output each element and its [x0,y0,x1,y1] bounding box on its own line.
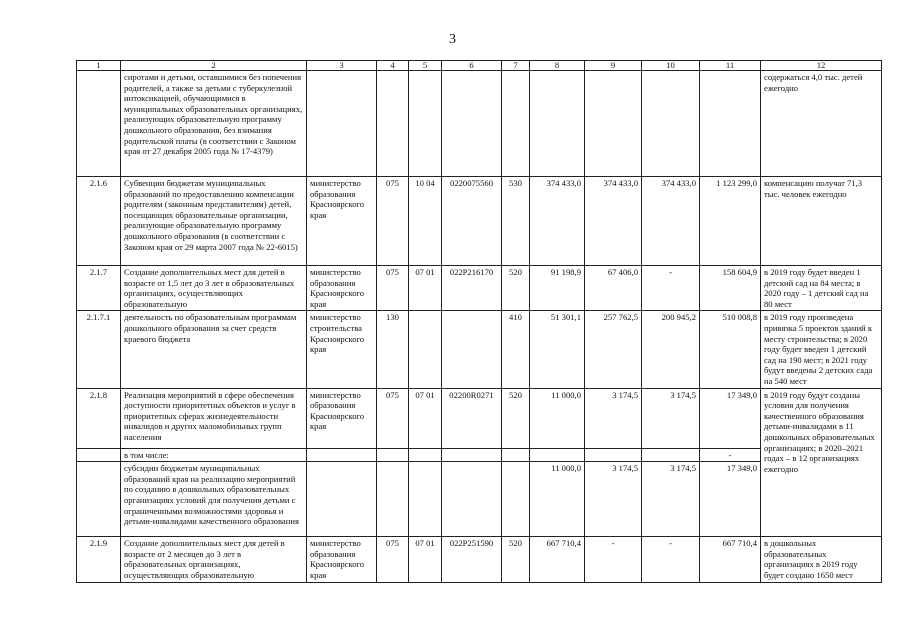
expected-result: содержаться 4,0 тыс. детей ежегодно [761,71,882,177]
row-number: 2.1.7 [77,266,121,311]
code-grbs: 075 [377,537,409,582]
amount-total: 510 008,8 [700,311,761,388]
amount-2020 [585,448,642,462]
ministry [307,448,377,462]
table-row [77,177,882,266]
amount-2019: 11 000,0 [530,388,585,448]
code-rzpr [409,311,442,388]
table-row [77,311,882,388]
amount-2019 [530,71,585,177]
amount-2021: 200 945,2 [642,311,700,388]
header-cell: 6 [442,61,502,71]
amount-total: 1 123 299,0 [700,177,761,266]
code-grbs: 075 [377,266,409,311]
code-csr [442,71,502,177]
amount-2021: 374 433,0 [642,177,700,266]
header-cell: 11 [700,61,761,71]
amount-2019: 667 710,4 [530,537,585,582]
code-csr: 022P251590 [442,537,502,582]
row-number: 2.1.9 [77,537,121,582]
amount-2020: 3 174,5 [585,388,642,448]
amount-2020: 257 762,5 [585,311,642,388]
code-csr: 02200R0271 [442,388,502,448]
code-csr [442,462,502,537]
amount-2020: 3 174,5 [585,462,642,537]
table-row [77,266,882,311]
ministry: министерство образования Красноярского края [307,177,377,266]
code-rzpr: 07 01 [409,537,442,582]
amount-2019: 11 000,0 [530,462,585,537]
row-number: 2.1.7.1 [77,311,121,388]
amount-total: 17 349,0 [700,388,761,448]
code-csr [442,448,502,462]
ministry: министерство строительства Красноярского края [307,311,377,388]
code-csr: 0220075560 [442,177,502,266]
code-grbs [377,71,409,177]
amount-total: 17 349,0 [700,462,761,537]
expected-result: в дошкольных образовательных организациях в 2019 году будет создано 1650 мест [761,537,882,582]
ministry: министерство образования Красноярского края [307,266,377,311]
header-cell: 10 [642,61,700,71]
activity-name: Создание дополнительных мест для детей в возрасте от 1,5 лет до 3 лет в образовательных организациях, осуществляющих образовательную [121,266,307,311]
amount-2021: 3 174,5 [642,388,700,448]
ministry: министерство образования Красноярского края [307,388,377,448]
row-number [77,448,121,462]
amount-2019 [530,448,585,462]
code-rzpr [409,448,442,462]
code-grbs: 075 [377,388,409,448]
code-rzpr: 07 01 [409,266,442,311]
header-cell: 1 [77,61,121,71]
activity-name: Реализация мероприятий в сфере обеспечения доступности приоритетных объектов и услуг в приоритетных сферах жизнедеятельности инвалидов и других маломобильных групп населения [121,388,307,448]
header-cell: 12 [761,61,882,71]
header-cell: 9 [585,61,642,71]
code-vr: 520 [502,388,530,448]
code-rzpr: 10 04 [409,177,442,266]
amount-2021 [642,71,700,177]
code-grbs: 130 [377,311,409,388]
activity-name: в том числе: [121,448,307,462]
ministry [307,71,377,177]
code-rzpr [409,462,442,537]
amount-2021: - [642,266,700,311]
header-cell: 2 [121,61,307,71]
code-grbs [377,462,409,537]
code-rzpr: 07 01 [409,388,442,448]
amount-total: 667 710,4 [700,537,761,582]
table-row [77,71,882,177]
amount-2021: - [642,537,700,582]
code-rzpr [409,71,442,177]
amount-2020: 374 433,0 [585,177,642,266]
header-cell: 4 [377,61,409,71]
code-vr [502,71,530,177]
activity-name: сиротами и детьми, оставшимися без попечения родителей, а также за детьми с туберкулезной интоксикацией, обучающимися в муниципальных образовательных организациях, реализующих образовательную программу дошкольного образования, без взимания родительской платы (в соответствии с Законом края от 27 декабря 2005 года № 17-4379) [121,71,307,177]
row-number: 2.1.8 [77,388,121,448]
activity-name: Субвенции бюджетам муниципальных образований по предоставлению компенсации родителям (законным представителям) детей, посещающих образовательные организации, реализующие образовательную программу дошкольного образования (в соответствии с Законом края от 29 марта 2007 года № 22-6015) [121,177,307,266]
code-grbs [377,448,409,462]
header-cell: 5 [409,61,442,71]
activity-name: Создание дополнительных мест для детей в возрасте от 2 месяцев до 3 лет в образовательных организациях, осуществляющих образовательную [121,537,307,582]
code-vr [502,462,530,537]
row-number [77,462,121,537]
header-cell: 3 [307,61,377,71]
amount-2020 [585,71,642,177]
activity-name: деятельность по образовательным программам дошкольного образования за счет средств краевого бюджета [121,311,307,388]
code-csr [442,311,502,388]
code-vr [502,448,530,462]
code-vr: 520 [502,537,530,582]
table-row [77,537,882,582]
code-csr: 022P216170 [442,266,502,311]
ministry [307,462,377,537]
amount-2021 [642,448,700,462]
amount-2020: 67 406,0 [585,266,642,311]
ministry: министерство образования Красноярского края [307,537,377,582]
amount-total: 158 604,9 [700,266,761,311]
activity-name: субсидии бюджетам муниципальных образований края на реализацию мероприятий по созданию в дошкольных образовательных организациях условий для получения детьми с ограниченными возможностями здоровья и детьми-инвалидами качественного образования [121,462,307,537]
amount-total: - [700,448,761,462]
expected-result: в 2019 году будет введен 1 детский сад на 84 места; в 2020 году – 1 детский сад на 80 мест [761,266,882,311]
page-number: 3 [449,32,456,47]
code-grbs: 075 [377,177,409,266]
code-vr: 530 [502,177,530,266]
row-number [77,71,121,177]
amount-2019: 91 198,9 [530,266,585,311]
code-vr: 520 [502,266,530,311]
code-vr: 410 [502,311,530,388]
amount-2020: - [585,537,642,582]
header-cell: 7 [502,61,530,71]
table-row [77,388,882,448]
expected-result: компенсацию получат 71,3 тыс. человек ежегодно [761,177,882,266]
expected-result: в 2019 году произведена привязка 5 проектов зданий к месту строительства; в 2020 году будет введен 1 детский сад на 190 мест; в 2021 году будут введены 2 детских сада на 540 мест [761,311,882,388]
program-table [76,60,882,583]
amount-total [700,71,761,177]
amount-2019: 374 433,0 [530,177,585,266]
row-number: 2.1.6 [77,177,121,266]
amount-2019: 51 301,1 [530,311,585,388]
expected-result: в 2019 году будут созданы условия для получения качественного образования детьми-инвалидами в 11 дошкольных образовательных организациях; в 2020–2021 годах – в 12 организациях ежегодно [761,388,882,537]
header-row [77,61,882,71]
amount-2021: 3 174,5 [642,462,700,537]
header-cell: 8 [530,61,585,71]
